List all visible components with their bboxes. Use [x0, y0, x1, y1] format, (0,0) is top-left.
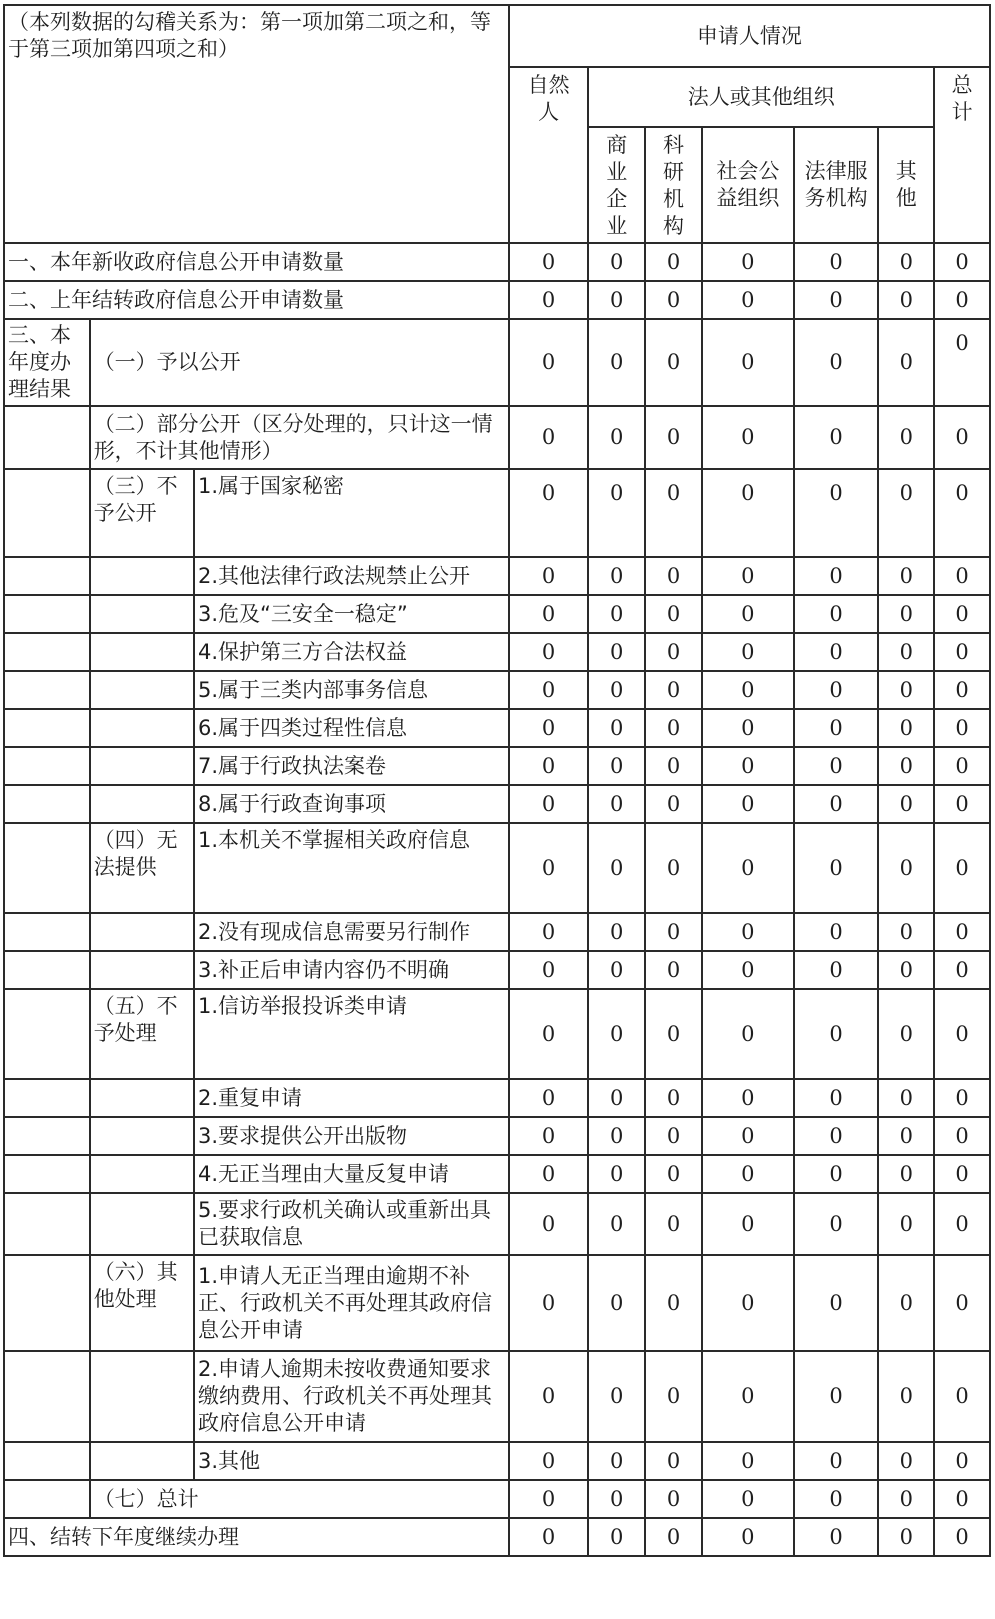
- subsection-label: （四）无法提供: [90, 823, 194, 913]
- cell: 0: [702, 709, 794, 747]
- subsection-label: （五）不予处理: [90, 989, 194, 1079]
- cell: 0: [878, 951, 934, 989]
- cell: 0: [588, 709, 645, 747]
- research-header: 科研机构: [645, 127, 702, 243]
- row-label: （二）部分公开（区分处理的，只计这一情形，不计其他情形）: [90, 406, 509, 469]
- cell: 0: [588, 281, 645, 319]
- cell: 0: [934, 951, 990, 989]
- cell: 0: [794, 913, 879, 951]
- cell: 0: [794, 469, 879, 557]
- cell: 0: [588, 989, 645, 1079]
- row-label: 8.属于行政查询事项: [194, 785, 509, 823]
- cell: 0: [878, 406, 934, 469]
- social-welfare-header: 社会公益组织: [702, 127, 794, 243]
- cell: 0: [588, 1442, 645, 1480]
- row-label: 2.重复申请: [194, 1079, 509, 1117]
- cell: 0: [702, 747, 794, 785]
- row-label: 一、本年新收政府信息公开申请数量: [4, 243, 509, 281]
- cell: 0: [702, 1117, 794, 1155]
- cell: 0: [878, 1518, 934, 1556]
- cell: 0: [645, 951, 702, 989]
- cell: 0: [645, 1193, 702, 1255]
- cell: 0: [702, 671, 794, 709]
- cell: 0: [509, 823, 588, 913]
- header-note: （本列数据的勾稽关系为：第一项加第二项之和，等于第三项加第四项之和）: [4, 5, 509, 243]
- cell: 0: [588, 1351, 645, 1442]
- cell: 0: [645, 709, 702, 747]
- cell: 0: [702, 1351, 794, 1442]
- cell: 0: [934, 1155, 990, 1193]
- cell: 0: [794, 1193, 879, 1255]
- cell: 0: [645, 1351, 702, 1442]
- cell: 0: [934, 1193, 990, 1255]
- cell: 0: [878, 319, 934, 406]
- row-label: 5.属于三类内部事务信息: [194, 671, 509, 709]
- cell: 0: [794, 1117, 879, 1155]
- cell: 0: [794, 671, 879, 709]
- cell: 0: [509, 1193, 588, 1255]
- cell: 0: [878, 671, 934, 709]
- cell: 0: [794, 557, 879, 595]
- cell: 0: [878, 989, 934, 1079]
- cell: 0: [794, 785, 879, 823]
- cell: 0: [702, 1155, 794, 1193]
- cell: 0: [794, 951, 879, 989]
- cell: 0: [934, 469, 990, 557]
- row-label: 5.要求行政机关确认或重新出具已获取信息: [194, 1193, 509, 1255]
- cell: 0: [645, 1117, 702, 1155]
- cell: 0: [702, 243, 794, 281]
- cell: 0: [934, 557, 990, 595]
- cell: 0: [794, 281, 879, 319]
- cell: 0: [588, 1255, 645, 1351]
- cell: 0: [588, 243, 645, 281]
- cell: 0: [588, 1518, 645, 1556]
- cell: 0: [878, 1117, 934, 1155]
- cell: 0: [509, 747, 588, 785]
- cell: 0: [934, 747, 990, 785]
- cell: 0: [509, 913, 588, 951]
- cell: 0: [878, 785, 934, 823]
- cell: 0: [878, 243, 934, 281]
- cell: 0: [588, 469, 645, 557]
- cell: 0: [702, 1480, 794, 1518]
- cell: 0: [588, 1193, 645, 1255]
- cell: 0: [509, 989, 588, 1079]
- cell: 0: [509, 595, 588, 633]
- cell: 0: [645, 1255, 702, 1351]
- cell: 0: [934, 989, 990, 1079]
- cell: 0: [878, 557, 934, 595]
- cell: 0: [645, 1155, 702, 1193]
- cell: 0: [645, 1480, 702, 1518]
- cell: 0: [588, 1155, 645, 1193]
- cell: 0: [509, 1480, 588, 1518]
- cell: 0: [509, 1351, 588, 1442]
- cell: 0: [702, 823, 794, 913]
- row-label: 3.其他: [194, 1442, 509, 1480]
- row-label: 1.属于国家秘密: [194, 469, 509, 557]
- cell: 0: [645, 595, 702, 633]
- cell: 0: [794, 319, 879, 406]
- cell: 0: [645, 1518, 702, 1556]
- other-header: 其他: [878, 127, 934, 243]
- cell: 0: [794, 406, 879, 469]
- cell: 0: [588, 747, 645, 785]
- cell: 0: [794, 1079, 879, 1117]
- cell: 0: [588, 1117, 645, 1155]
- cell: 0: [645, 785, 702, 823]
- cell: 0: [509, 1079, 588, 1117]
- row-label: 2.申请人逾期未按收费通知要求缴纳费用、行政机关不再处理其政府信息公开申请: [194, 1351, 509, 1442]
- cell: 0: [934, 1518, 990, 1556]
- cell: 0: [588, 406, 645, 469]
- cell: 0: [934, 1117, 990, 1155]
- cell: 0: [878, 633, 934, 671]
- cell: 0: [509, 709, 588, 747]
- cell: 0: [934, 319, 990, 406]
- cell: 0: [878, 913, 934, 951]
- row-label: 4.保护第三方合法权益: [194, 633, 509, 671]
- row-label: 3.要求提供公开出版物: [194, 1117, 509, 1155]
- cell: 0: [645, 319, 702, 406]
- cell: 0: [794, 1255, 879, 1351]
- cell: 0: [645, 823, 702, 913]
- cell: 0: [702, 1255, 794, 1351]
- row-label: 二、上年结转政府信息公开申请数量: [4, 281, 509, 319]
- cell: 0: [934, 633, 990, 671]
- cell: 0: [934, 785, 990, 823]
- cell: 0: [509, 1255, 588, 1351]
- row-label: 2.其他法律行政法规禁止公开: [194, 557, 509, 595]
- cell: 0: [645, 633, 702, 671]
- cell: 0: [934, 709, 990, 747]
- row-label: （七）总计: [90, 1480, 509, 1518]
- cell: 0: [588, 785, 645, 823]
- cell: 0: [588, 633, 645, 671]
- cell: 0: [645, 243, 702, 281]
- row-label: 4.无正当理由大量反复申请: [194, 1155, 509, 1193]
- cell: 0: [645, 1442, 702, 1480]
- cell: 0: [509, 281, 588, 319]
- cell: 0: [794, 747, 879, 785]
- cell: 0: [794, 633, 879, 671]
- cell: 0: [645, 989, 702, 1079]
- cell: 0: [702, 989, 794, 1079]
- cell: 0: [509, 785, 588, 823]
- cell: 0: [934, 1442, 990, 1480]
- cell: 0: [878, 281, 934, 319]
- cell: 0: [645, 1079, 702, 1117]
- cell: 0: [934, 1255, 990, 1351]
- cell: 0: [794, 989, 879, 1079]
- cell: 0: [878, 1442, 934, 1480]
- cell: 0: [509, 1518, 588, 1556]
- cell: 0: [509, 469, 588, 557]
- cell: 0: [702, 785, 794, 823]
- legal-org-header: 法人或其他组织: [588, 67, 934, 127]
- row-label: 6.属于四类过程性信息: [194, 709, 509, 747]
- row-label: 2.没有现成信息需要另行制作: [194, 913, 509, 951]
- cell: 0: [794, 1351, 879, 1442]
- cell: 0: [702, 1079, 794, 1117]
- cell: 0: [702, 633, 794, 671]
- row-label: 四、结转下年度继续办理: [4, 1518, 509, 1556]
- commercial-header: 商业企业: [588, 127, 645, 243]
- cell: 0: [588, 1480, 645, 1518]
- cell: 0: [934, 1351, 990, 1442]
- cell: 0: [645, 469, 702, 557]
- cell: 0: [934, 671, 990, 709]
- row-label: 1.申请人无正当理由逾期不补正、行政机关不再处理其政府信息公开申请: [194, 1255, 509, 1351]
- cell: 0: [878, 709, 934, 747]
- cell: 0: [645, 747, 702, 785]
- cell: 0: [794, 1518, 879, 1556]
- disclosure-statistics-table: [3, 4, 991, 1557]
- cell: 0: [509, 319, 588, 406]
- cell: 0: [878, 1193, 934, 1255]
- cell: 0: [509, 406, 588, 469]
- cell: 0: [934, 913, 990, 951]
- cell: 0: [794, 1442, 879, 1480]
- cell: 0: [588, 595, 645, 633]
- row-label: （一）予以公开: [90, 319, 509, 406]
- cell: 0: [934, 1480, 990, 1518]
- cell: 0: [588, 1079, 645, 1117]
- cell: 0: [509, 1155, 588, 1193]
- cell: 0: [645, 913, 702, 951]
- row-label: 3.补正后申请内容仍不明确: [194, 951, 509, 989]
- cell: 0: [878, 469, 934, 557]
- row-label: 1.本机关不掌握相关政府信息: [194, 823, 509, 913]
- cell: 0: [509, 557, 588, 595]
- cell: 0: [588, 557, 645, 595]
- cell: 0: [794, 709, 879, 747]
- applicant-status-header: 申请人情况: [509, 5, 990, 67]
- cell: 0: [702, 319, 794, 406]
- cell: 0: [794, 823, 879, 913]
- cell: 0: [878, 1351, 934, 1442]
- cell: 0: [509, 633, 588, 671]
- cell: 0: [878, 1079, 934, 1117]
- subsection-label: （六）其他处理: [90, 1255, 194, 1351]
- cell: 0: [702, 281, 794, 319]
- cell: 0: [588, 319, 645, 406]
- cell: 0: [934, 406, 990, 469]
- cell: 0: [509, 1117, 588, 1155]
- subsection-label: （三）不予公开: [90, 469, 194, 557]
- cell: 0: [702, 595, 794, 633]
- cell: 0: [878, 747, 934, 785]
- cell: 0: [509, 243, 588, 281]
- cell: 0: [588, 823, 645, 913]
- cell: 0: [934, 823, 990, 913]
- cell: 0: [702, 1193, 794, 1255]
- cell: 0: [702, 1518, 794, 1556]
- cell: 0: [645, 671, 702, 709]
- cell: 0: [588, 951, 645, 989]
- cell: 0: [794, 1480, 879, 1518]
- row-label: 3.危及“三安全一稳定”: [194, 595, 509, 633]
- cell: 0: [794, 243, 879, 281]
- cell: 0: [702, 1442, 794, 1480]
- cell: 0: [645, 557, 702, 595]
- cell: 0: [878, 595, 934, 633]
- cell: 0: [645, 281, 702, 319]
- cell: 0: [509, 1442, 588, 1480]
- cell: 0: [702, 913, 794, 951]
- cell: 0: [934, 243, 990, 281]
- cell: 0: [588, 913, 645, 951]
- cell: 0: [588, 671, 645, 709]
- legal-service-header: 法律服务机构: [794, 127, 879, 243]
- row-label: 1.信访举报投诉类申请: [194, 989, 509, 1079]
- cell: 0: [702, 469, 794, 557]
- cell: 0: [702, 557, 794, 595]
- cell: 0: [794, 595, 879, 633]
- cell: 0: [702, 951, 794, 989]
- section-label: 三、本年度办理结果: [4, 319, 90, 406]
- cell: 0: [878, 823, 934, 913]
- cell: 0: [794, 1155, 879, 1193]
- cell: 0: [878, 1255, 934, 1351]
- natural-person-header: 自然人: [509, 67, 588, 243]
- cell: 0: [878, 1480, 934, 1518]
- cell: 0: [934, 281, 990, 319]
- cell: 0: [934, 1079, 990, 1117]
- cell: 0: [702, 406, 794, 469]
- cell: 0: [509, 671, 588, 709]
- cell: 0: [934, 595, 990, 633]
- row-label: 7.属于行政执法案卷: [194, 747, 509, 785]
- total-header: 总计: [934, 67, 990, 243]
- cell: 0: [509, 951, 588, 989]
- cell: 0: [878, 1155, 934, 1193]
- cell: 0: [645, 406, 702, 469]
